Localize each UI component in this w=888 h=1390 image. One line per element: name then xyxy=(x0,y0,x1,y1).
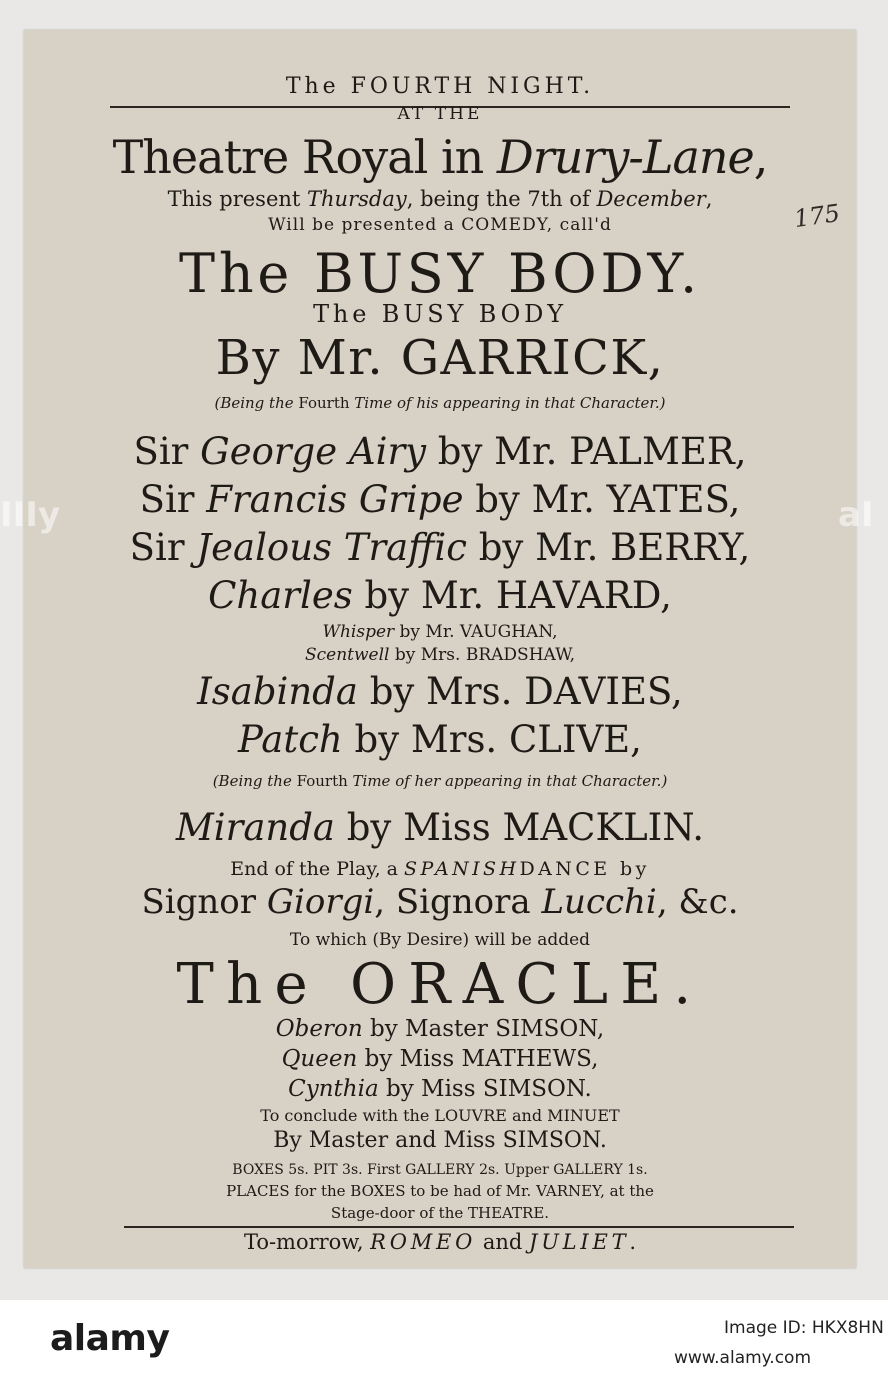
places-line: PLACES for the BOXES to be had of Mr. VARNEY, at the xyxy=(226,1182,654,1200)
cast-oberon: Oberon by Master SIMSON, xyxy=(275,1016,605,1042)
cast-cynthia: Cynthia by Miss SIMSON. xyxy=(288,1076,592,1102)
dance-line: End of the Play, a SPANISHDANCE by xyxy=(230,858,650,880)
added-line: To which (By Desire) will be added xyxy=(289,930,591,950)
cast-george-airy: Sir George Airy by Mr. PALMER, xyxy=(133,430,747,473)
site-url: www.alamy.com xyxy=(674,1348,812,1368)
cast-patch: Patch by Mrs. CLIVE, xyxy=(238,718,642,761)
dancers-line: Signor Giorgi, Signora Lucchi, &c. xyxy=(141,882,739,922)
cast-whisper: Whisper by Mr. VAUGHAN, xyxy=(322,622,558,642)
cast-miranda: Miranda by Miss MACKLIN. xyxy=(175,806,705,849)
play-subtitle: The BUSY BODY xyxy=(313,300,567,328)
theatre-title: Theatre Royal in Drury-Lane, xyxy=(112,130,768,184)
handwritten-number: 175 xyxy=(792,198,842,234)
watermark-left: IIIy xyxy=(0,495,61,535)
alamy-logo: alamy xyxy=(50,1318,170,1359)
tomorrow-line: To-morrow, ROMEO and JULIET. xyxy=(243,1230,637,1254)
date-line: This present Thursday, being the 7th of December, xyxy=(167,187,713,211)
cast-queen: Queen by Miss MATHEWS, xyxy=(281,1046,599,1072)
cast-isabinda: Isabinda by Mrs. DAVIES, xyxy=(197,670,683,713)
playbill xyxy=(24,30,856,1268)
stage-door-line: Stage-door of the THEATRE. xyxy=(330,1204,550,1222)
cast-charles: Charles by Mr. HAVARD, xyxy=(208,574,672,617)
garrick-note: (Being the Fourth Time of his appearing in that Character.) xyxy=(214,394,666,412)
at-the: AT THE xyxy=(397,104,483,124)
play-title: The BUSY BODY. xyxy=(179,242,701,305)
cast-scentwell: Scentwell by Mrs. BRADSHAW, xyxy=(304,645,576,665)
simson-dance-line: By Master and Miss SIMSON. xyxy=(273,1128,607,1153)
cast-francis-gripe: Sir Francis Gripe by Mr. YATES, xyxy=(139,478,741,521)
cast-jealous-traffic: Sir Jealous Traffic by Mr. BERRY, xyxy=(129,526,751,569)
by-garrick: By Mr. GARRICK, xyxy=(215,330,665,386)
presented-line: Will be presented a COMEDY, call'd xyxy=(268,215,612,235)
watermark-right: aI xyxy=(838,495,874,535)
conclude-line: To conclude with the LOUVRE and MINUET xyxy=(260,1106,620,1125)
bottom-rule xyxy=(124,1226,794,1228)
clive-note: (Being the Fourth Time of her appearing in that Character.) xyxy=(212,772,668,790)
image-id-label: Image ID: xyxy=(724,1318,812,1338)
headline-fourth-night: The FOURTH NIGHT. xyxy=(285,74,595,99)
image-id: Image ID: HKX8HN xyxy=(724,1318,884,1338)
afterpiece-title: The ORACLE. xyxy=(176,952,704,1017)
prices-line: BOXES 5s. PIT 3s. First GALLERY 2s. Upper GALLERY 1s. xyxy=(232,1162,648,1178)
